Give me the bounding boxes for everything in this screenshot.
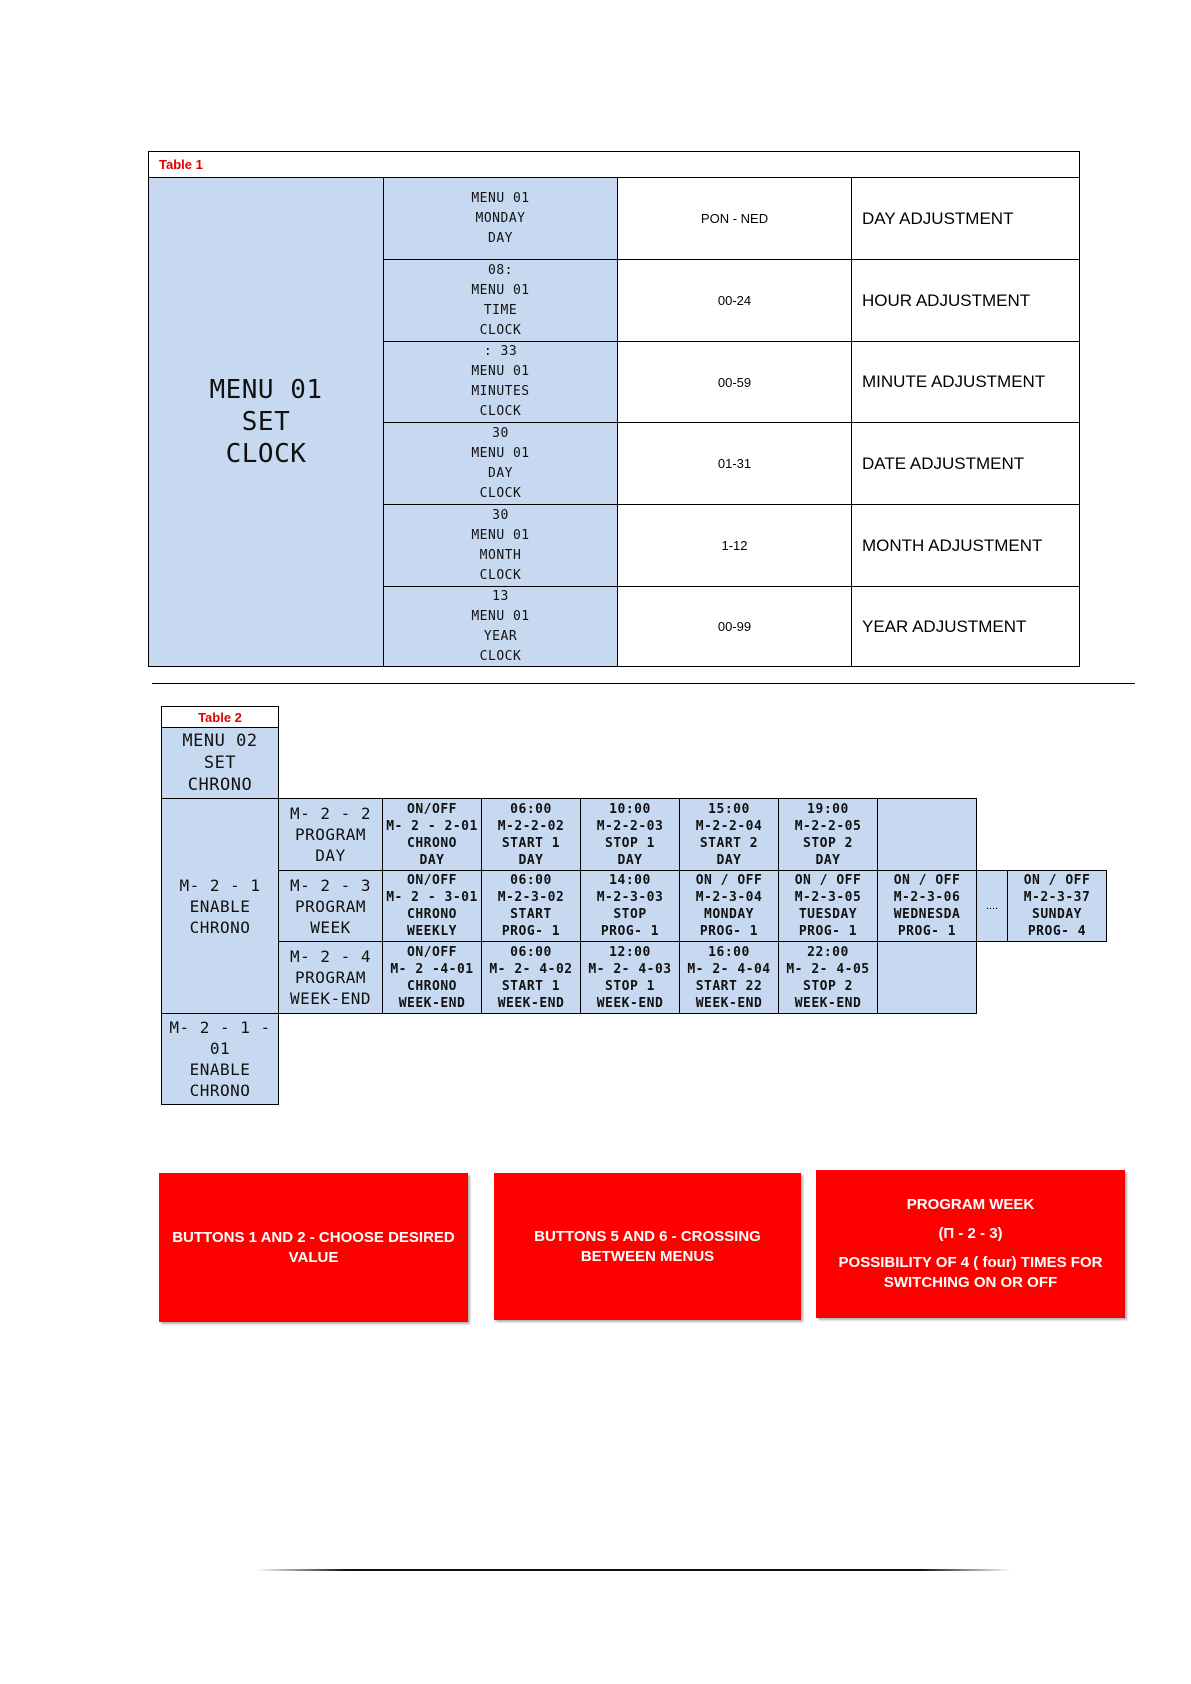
program-day-cell: 19:00 M-2-2-05 STOP 2 DAY [778, 798, 878, 871]
menu-01-set-clock: MENU 01 SET CLOCK [148, 177, 384, 667]
program-weekend-cell: 12:00 M- 2- 4-03 STOP 1 WEEK-END [580, 941, 680, 1014]
lcd-display-month: 30 MENU 01 MONTH CLOCK [383, 504, 618, 587]
program-weekend-empty-cell [877, 941, 977, 1014]
range-date: 01-31 [617, 422, 852, 505]
desc-month: MONTH ADJUSTMENT [851, 504, 1080, 587]
program-week-label: M- 2 - 3 PROGRAM WEEK [278, 870, 383, 942]
ellipsis-cell: .... [976, 870, 1008, 942]
program-week-cell: ON / OFF M-2-3-06 WEDNESDA PROG- 1 [877, 870, 977, 942]
lcd-display-minute: : 33 MENU 01 MINUTES CLOCK [383, 341, 618, 423]
lcd-display-date: 30 MENU 01 DAY CLOCK [383, 422, 618, 505]
desc-date: DATE ADJUSTMENT [851, 422, 1080, 505]
enable-chrono: M- 2 - 1 ENABLE CHRONO [161, 798, 279, 1014]
lcd-display-day: MENU 01 MONDAY DAY [383, 177, 618, 260]
note-buttons-5-6: BUTTONS 5 AND 6 - CROSSING BETWEEN MENUS [494, 1173, 801, 1320]
section-divider [152, 683, 1135, 684]
enable-chrono-sub: M- 2 - 1 - 01 ENABLE CHRONO [161, 1013, 279, 1105]
program-weekend-cell: ON/OFF M- 2 -4-01 CHRONO WEEK-END [382, 941, 482, 1014]
program-weekend-cell: 06:00 M- 2- 4-02 START 1 WEEK-END [481, 941, 581, 1014]
range-minute: 00-59 [617, 341, 852, 423]
program-day-label: M- 2 - 2 PROGRAM DAY [278, 798, 383, 871]
program-weekend-label: M- 2 - 4 PROGRAM WEEK-END [278, 941, 383, 1014]
note-buttons-1-2: BUTTONS 1 AND 2 - CHOOSE DESIRED VALUE [159, 1173, 468, 1322]
desc-hour: HOUR ADJUSTMENT [851, 259, 1080, 342]
desc-day: DAY ADJUSTMENT [851, 177, 1080, 260]
program-day-empty-cell [877, 798, 977, 871]
program-week-cell: ON / OFF M-2-3-05 TUESDAY PROG- 1 [778, 870, 878, 942]
program-week-cell: ON / OFF M-2-3-37 SUNDAY PROG- 4 [1007, 870, 1107, 942]
menu-02-set-chrono: MENU 02 SET CHRONO [161, 727, 279, 799]
program-week-cell: 14:00 M-2-3-03 STOP PROG- 1 [580, 870, 680, 942]
footer-rule [256, 1569, 1011, 1571]
program-week-cell: ON/OFF M- 2 - 3-01 CHRONO WEEKLY [382, 870, 482, 942]
desc-minute: MINUTE ADJUSTMENT [851, 341, 1080, 423]
lcd-display-hour: 08: MENU 01 TIME CLOCK [383, 259, 618, 342]
note-program-week: PROGRAM WEEK (П - 2 - 3) POSSIBILITY OF 4 ( four) TIMES FOR SWITCHING ON OR OFF [816, 1170, 1125, 1318]
range-hour: 00-24 [617, 259, 852, 342]
table-2-caption: Table 2 [161, 706, 279, 728]
program-week-cell: 06:00 M-2-3-02 START PROG- 1 [481, 870, 581, 942]
desc-year: YEAR ADJUSTMENT [851, 586, 1080, 667]
program-day-cell: ON/OFF M- 2 - 2-01 CHRONO DAY [382, 798, 482, 871]
program-day-cell: 06:00 M-2-2-02 START 1 DAY [481, 798, 581, 871]
lcd-display-year: 13 MENU 01 YEAR CLOCK [383, 586, 618, 667]
table-1-caption: Table 1 [148, 151, 1080, 178]
program-day-cell: 10:00 M-2-2-03 STOP 1 DAY [580, 798, 680, 871]
program-week-cell: ON / OFF M-2-3-04 MONDAY PROG- 1 [679, 870, 779, 942]
program-weekend-cell: 16:00 M- 2- 4-04 START 22 WEEK-END [679, 941, 779, 1014]
range-year: 00-99 [617, 586, 852, 667]
program-day-cell: 15:00 M-2-2-04 START 2 DAY [679, 798, 779, 871]
range-day: PON - NED [617, 177, 852, 260]
program-weekend-cell: 22:00 M- 2- 4-05 STOP 2 WEEK-END [778, 941, 878, 1014]
range-month: 1-12 [617, 504, 852, 587]
